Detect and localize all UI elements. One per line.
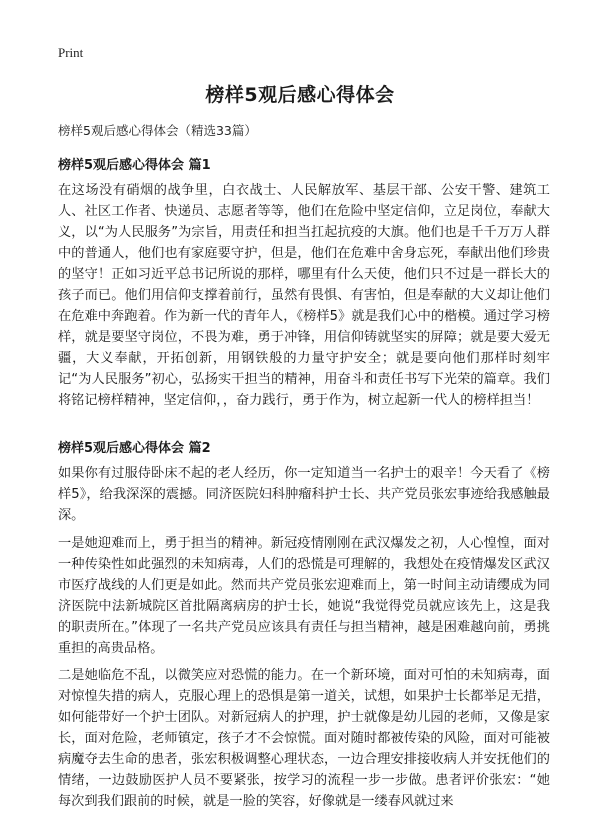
section-heading-2: 榜样5观后感心得体会 篇2 (58, 441, 211, 456)
page-title: 榜样5观后感心得体会 (205, 84, 395, 106)
section-2-paragraph-1: 如果你有过服侍卧床不起的老人经历，你一定知道当一名护士的艰辛！今天看了《榜样5》，给我深深的震撼。同济医院妇科肿瘤科护士长、共产党员张宏事迹给我感触最深。 (58, 466, 550, 523)
document-subtitle: 榜样5观后感心得体会（精选33篇） (58, 123, 257, 138)
section-1-paragraph-1: 在这场没有硝烟的战争里，白衣战士、人民解放军、基层干部、公安干警、建筑工人、社区工作者、快递员、志愿者等等，他们在危险中坚定信仰，立足岗位，奉献大义，以“为人民服务”为宗旨，用责任和担当扛起抗疫的大旗。他们也是千千万万人群中的普通人，他们也有家庭要守护，但是，他们在危难中舍身忘死，奉献出他们珍贵的坚守！正如习近平总书记所说的那样，哪里有什么天使，他们只不过是一群长大的孩子而已。他们用信仰支撑着前行，虽然有畏惧、有害怕，但是奉献的大义却让他们在危难中奔跑着。作为新一代的青年人，《榜样5》就是我们心中的楷模。通过学习榜样，就是要坚守岗位，不畏为难，勇于冲锋，用信仰铸就坚实的屏障；就是要大爱无疆，大义奉献，开拓创新，用钢铁般的力量守护安全；就是要向他们那样时刻牢记“为人民服务”初心，弘扬实干担当的精神，用奋斗和责任书写下光荣的篇章。我们将铭记榜样精神，坚定信仰，，奋力践行，勇于作为，树立起新一代人的榜样担当！ (58, 183, 550, 408)
section-2-paragraph-3: 二是她临危不乱，以微笑应对恐慌的能力。在一个新环境，面对可怕的未知病毒，面对惊惶失措的病人，克服心理上的恐惧是第一道关，试想，如果护士长都举足无措，如何能带好一个护士团队。对新冠病人的护理，护士就像是幼儿园的老师，又像是家长，面对危险，老师镇定，孩子才不会惊慌。面对随时都被传染的风险，面对可能被病魔夺去生命的患者，张宏积极调整心理状态，一边合理安排接收病人并安抚他们的情绪，一边鼓励医护人员不要紧张，按学习的流程一步一步做。患者评价张宏：“她每次到我们跟前的时候，就是一脸的笑容，好像就是一缕春风就过来 (58, 668, 550, 809)
print-link[interactable]: Print (58, 45, 84, 60)
section-2-paragraph-2: 一是她迎难而上，勇于担当的精神。新冠疫情刚刚在武汉爆发之初，人心惶惶，面对一种传染性如此强烈的未知病毒，人们的恐慌是可理解的，我想处在疫情爆发区武汉市医疗战线的人们更是如此。然而共产党员张宏迎难而上，第一时间主动请缨成为同济医院中法新城院区首批隔离病房的护士长，她说“我觉得党员就应该先上，这是我的职责所在。”体现了一名共产党员应该具有责任与担当精神，越是困难越向前，勇挑重担的高贵品格。 (58, 536, 550, 656)
section-heading-1: 榜样5观后感心得体会 篇1 (58, 158, 211, 173)
